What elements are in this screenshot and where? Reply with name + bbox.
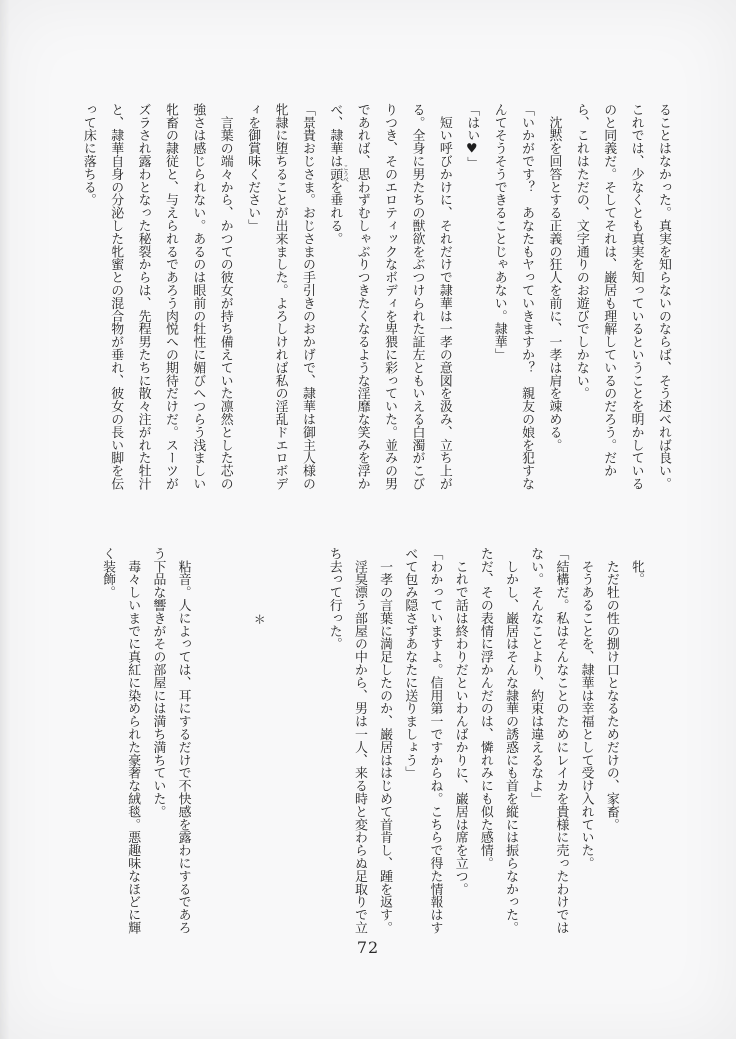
text-block-bottom bbox=[93, 547, 649, 934]
text-column: ただ、その表情に浮かんだのは、憐れみにも似た感情。 bbox=[477, 547, 493, 870]
text-column: 牝。 bbox=[629, 547, 644, 586]
text-column: く装飾。 bbox=[100, 547, 116, 599]
text-column: 「結構だ。私はそんなことのためにレイカを貴様に売ったわけでは bbox=[553, 547, 569, 934]
text-column: 「はい♥」 bbox=[464, 103, 480, 170]
text-column: そうあることを、隷華は幸福として受け入れていた。 bbox=[578, 547, 594, 870]
ruby-furigana bbox=[327, 164, 349, 183]
text-column: 毒々しいまでに真紅に染められた豪奢な絨毯。悪趣味なほどに輝 bbox=[125, 547, 141, 934]
text-column: であれば、思わずむしゃぶりつきたくなるような淫靡な笑みを浮か bbox=[354, 103, 370, 490]
text-column: って床に落ちる。 bbox=[80, 103, 96, 207]
text-column: と、隷華自身の分泌した牝蜜との混合物が垂れ、彼女の長い脚を伝 bbox=[108, 103, 124, 490]
empty-column bbox=[271, 547, 296, 934]
text-column: 牝隷に堕ちることが出来ました。よろしければ私の淫乱ドエロボデ bbox=[272, 103, 288, 490]
text-column bbox=[321, 103, 348, 490]
text-block-top bbox=[73, 103, 677, 490]
text-column: のと同義だ。そしてそれは、巌居も理解しているのだろう。だか bbox=[601, 103, 617, 478]
text-column: ることはなかった。真実を知らないのならば、そう述べれば良い。 bbox=[656, 103, 671, 490]
ruby-post-text: を垂れる。 bbox=[327, 180, 343, 245]
ruby-base: 頭 bbox=[327, 164, 343, 183]
ruby-pre-text: べ、隷華は bbox=[327, 103, 343, 168]
text-column: ら、これはただの、文字通りのお遊びでしかない。 bbox=[573, 103, 589, 400]
text-column: 強さは感じられない。あるのは眼前の牡性に媚びへつらう浅ましい bbox=[190, 103, 206, 490]
text-column: ない。そんなことより、約束は違えるなよ」 bbox=[528, 547, 544, 805]
page-number: 72 bbox=[356, 938, 380, 957]
text-column: 短い呼びかけに、それだけで隷華は一孝の意図を汲み、立ち上が bbox=[436, 103, 452, 490]
text-column: べて包み隠さずあなたに送りましょう」 bbox=[402, 547, 418, 780]
text-column: 淫臭漂う部屋の中から、男は一人、来る時と変わらぬ足取りで立 bbox=[351, 547, 367, 934]
text-column: う下品な響きがその部屋には満ち満ちていた。 bbox=[150, 547, 166, 818]
text-column: 牝畜の隷従と、与えられるであろう肉悦への期待だけだ。スーツが bbox=[162, 103, 178, 490]
text-column: 粘音。人によっては、耳にするだけで不快感を露わにするであろ bbox=[175, 547, 191, 934]
text-column: りつき、そのエロティックなボディを卑猥に彩っていた。並みの男 bbox=[382, 103, 398, 490]
text-column: 「わかっていますよ。信用第一ですからね。こちらで得た情報はす bbox=[427, 547, 443, 934]
text-column: る。全身に男たちの獣欲をぶつけられた証左ともいえる白濁がこび bbox=[409, 103, 425, 490]
section-separator: ＊ bbox=[252, 613, 267, 625]
text-column: んてそうそうできることじゃあない。隷華」 bbox=[491, 103, 507, 361]
text-column: ただ牡の性の捌け口となるためだけの、家畜。 bbox=[603, 547, 619, 831]
text-column: ィを御賞味ください」 bbox=[245, 103, 261, 232]
text-column: これで話は終わりだといわんばかりに、巌居は席を立つ。 bbox=[452, 547, 468, 896]
text-column: 沈黙を回答とする正義の狂人を前に、一孝は肩を竦める。 bbox=[546, 103, 562, 452]
text-column: 一孝の言葉に満足したのか、巌居ははじめて首肯し、踵を返す。 bbox=[377, 547, 393, 934]
text-column: ち去って行った。 bbox=[326, 547, 342, 651]
empty-column bbox=[296, 547, 321, 934]
text-column: ズラされ露わとなった秘裂からは、先程男たちに散々注がれた牡汁 bbox=[135, 103, 151, 490]
empty-column bbox=[221, 547, 246, 934]
text-column: これでは、少なくとも真実を知っているということを明かしている bbox=[628, 103, 644, 490]
text-column: 言葉の端々から、かつての彼女が持ち備えていた凛然とした芯の bbox=[217, 103, 233, 490]
page-edge-shadow bbox=[0, 0, 10, 1039]
empty-column bbox=[196, 547, 221, 934]
text-column: しかし、巌居はそんな隷華の誘惑にも首を縦には振らなかった。 bbox=[503, 547, 519, 934]
text-column: 「景貴おじさま。おじさまの手引きのおかげで、隷華は御主人様の bbox=[299, 103, 315, 490]
text-column: 「いかがです？ あなたもヤっていきますか？ 親友の娘を犯すな bbox=[519, 103, 535, 490]
ruby-text: こうべ bbox=[341, 164, 349, 183]
